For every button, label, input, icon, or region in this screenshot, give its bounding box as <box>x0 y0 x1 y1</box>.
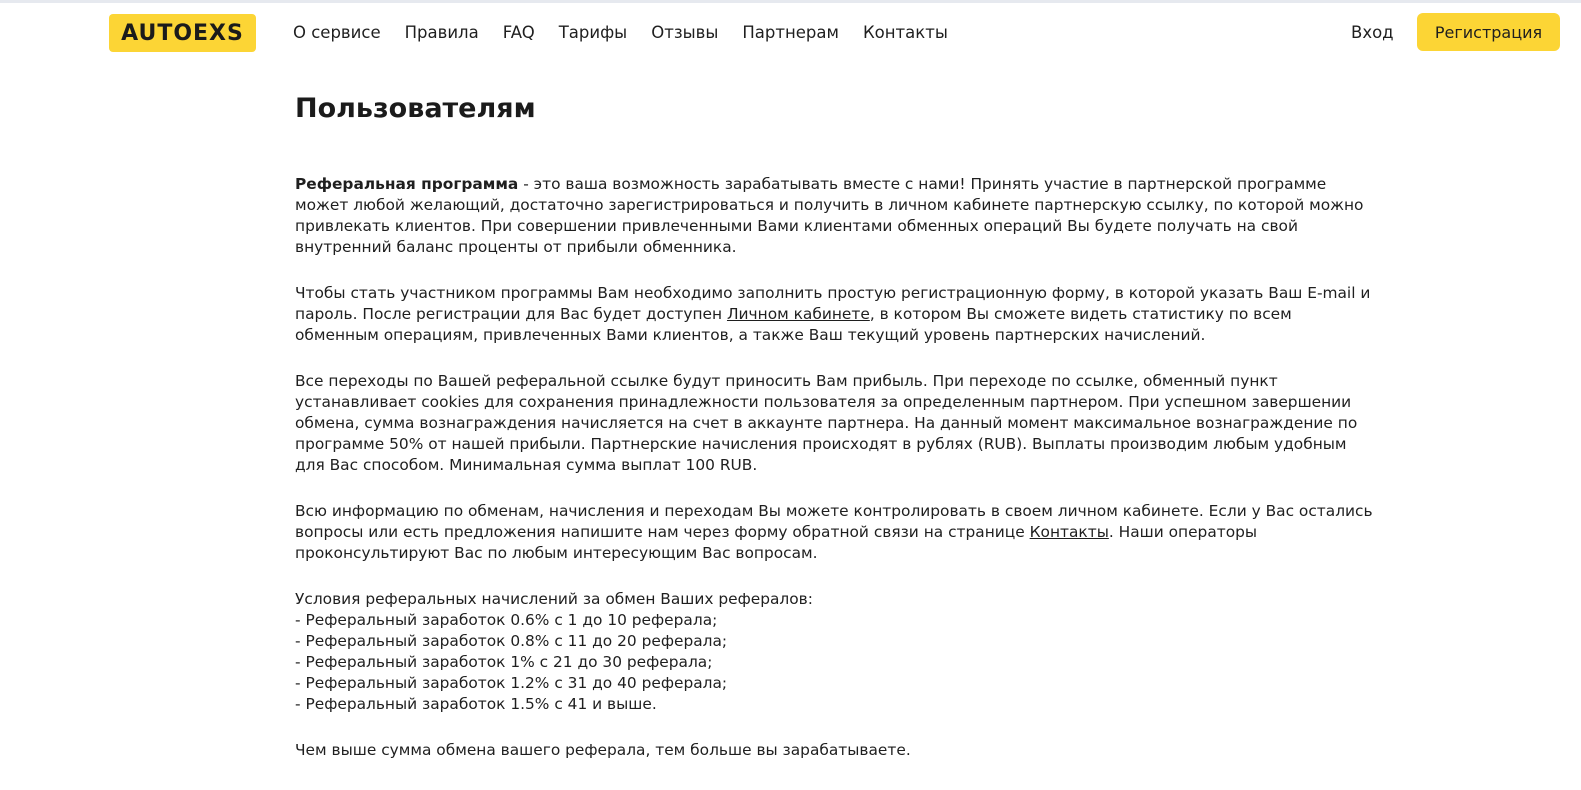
nav-item-faq[interactable]: FAQ <box>502 23 535 42</box>
list-item: - Реферальный заработок 0.6% с 1 до 10 реферала; <box>295 611 718 629</box>
paragraph-referral-links: Все переходы по Вашей реферальной ссылке будут приносить Вам прибыль. При переходе по ссылке, обменный пункт устанавливает cookies для сохранения принадлежности пользователя за определенным партнером. При успешном завершении обмена, сумма вознаграждения начисляется на счет в аккаунте партнера. На данный момент максимальное вознаграждение по программе 50% от нашей прибыли. Партнерские начисления происходят в рублях (RUB). Выплаты производим любым удобным для Вас способом. Минимальная сумма выплат 100 RUB. <box>295 372 1358 474</box>
nav-item-partners[interactable]: Партнерам <box>742 23 839 42</box>
page-title: Пользователям <box>295 93 536 124</box>
paragraph-registration <box>295 283 1380 346</box>
conditions-list <box>295 610 1380 715</box>
conditions-title: Условия реферальных начислений за обмен Ваших рефералов: <box>295 590 813 608</box>
register-button[interactable]: Регистрация <box>1417 13 1560 51</box>
article-body <box>295 174 1380 761</box>
paragraph-intro <box>295 174 1380 258</box>
contacts-text-after: . Наши операторы проконсультируют Вас по любым интересующим Вас вопросам. <box>295 523 1258 562</box>
nav-item-tariffs[interactable]: Тарифы <box>558 23 628 42</box>
personal-account-link[interactable]: Личном кабинете <box>726 305 870 323</box>
nav-item-about[interactable]: О сервисе <box>293 23 381 42</box>
conditions-block <box>295 589 1380 715</box>
referral-program-term: Реферальная программа <box>295 175 519 193</box>
paragraph-contacts <box>295 501 1380 564</box>
list-item: - Реферальный заработок 0.8% с 11 до 20 реферала; <box>295 632 728 650</box>
contacts-text-before: Всю информацию по обменам, начисления и переходам Вы можете контролировать в своем личном кабинете. Если у Вас остались вопросы или есть предложения напишите нам через форму обратной связи на странице <box>295 502 1373 541</box>
registration-text-after: , в котором Вы сможете видеть статистику по всем обменным операциям, привлеченных Вами клиентов, а также Ваш текущий уровень партнерских начислений. <box>295 305 1292 344</box>
paragraph-closing: Чем выше сумма обмена вашего реферала, тем больше вы зарабатываете. <box>295 741 911 759</box>
logo[interactable]: AUTOEXS <box>109 14 256 52</box>
main-nav <box>293 22 972 44</box>
list-item: - Реферальный заработок 1% с 21 до 30 реферала; <box>295 653 713 671</box>
list-item: - Реферальный заработок 1.5% с 41 и выше. <box>295 695 657 713</box>
contacts-link[interactable]: Контакты <box>1029 523 1109 541</box>
login-link[interactable]: Вход <box>1351 23 1394 42</box>
intro-text: - это ваша возможность зарабатывать вместе с нами! Принять участие в партнерской программе может любой желающий, достаточно зарегистрироваться и получить в личном кабинете партнерскую ссылку, по которой можно привлекать клиентов. При совершении привлеченными Вами клиентами обменных операций Вы будете получать на свой внутренний баланс проценты от прибыли обменника. <box>295 175 1364 256</box>
main-content <box>295 88 1380 786</box>
site-header <box>0 0 1581 66</box>
nav-item-reviews[interactable]: Отзывы <box>651 23 719 42</box>
list-item: - Реферальный заработок 1.2% с 31 до 40 реферала; <box>295 674 728 692</box>
registration-text-before: Чтобы стать участником программы Вам необходимо заполнить простую регистрационную форму, в которой указать Ваш E-mail и пароль. После регистрации для Вас будет доступен <box>295 284 1371 323</box>
nav-item-contacts[interactable]: Контакты <box>862 23 948 42</box>
nav-item-rules[interactable]: Правила <box>404 23 479 42</box>
